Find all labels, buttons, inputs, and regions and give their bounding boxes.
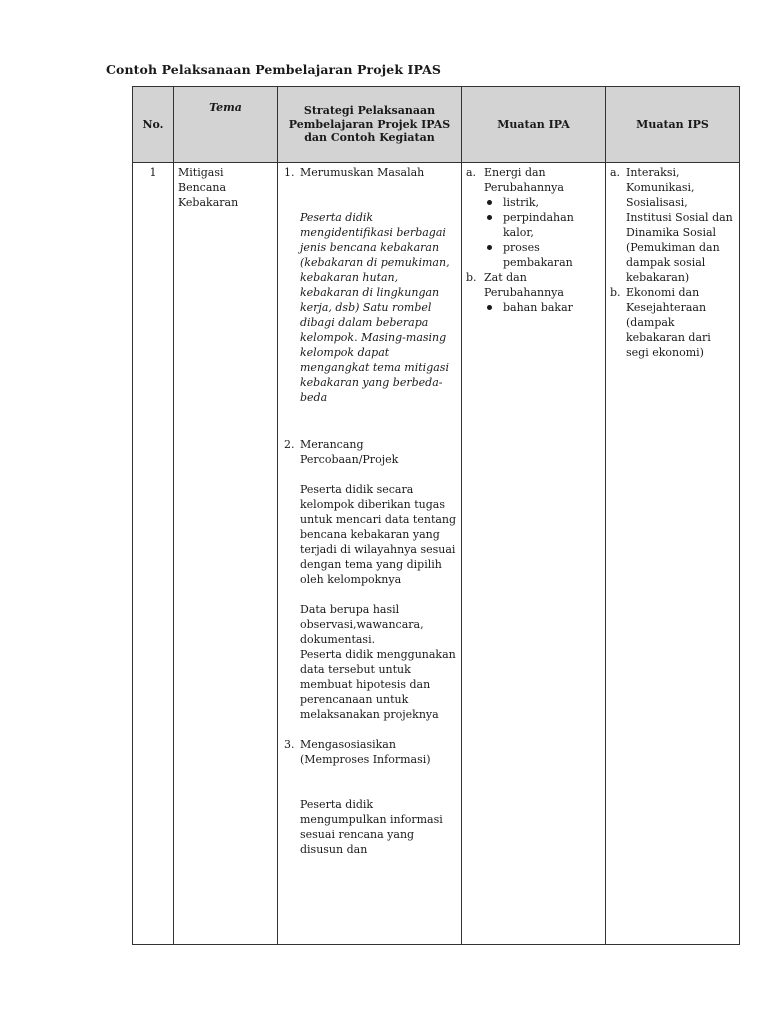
step-1-number: 1.: [284, 166, 295, 179]
cell-tema: Mitigasi Bencana Kebakaran: [174, 163, 278, 945]
step-2-number: 2.: [284, 438, 295, 451]
list-item: proses pembakaran: [466, 240, 601, 270]
cell-muatan-ipa: [462, 163, 606, 945]
header-ipa: Muatan IPA: [462, 87, 606, 163]
step-1-description: Peserta didik mengidentifikasi berbagai jenis bencana kebakaran (kebakaran di pemukiman, kebakaran hutan, kebakaran di lingkungan kerja, dsb) Satu rombel dibagi dalam beberapa kelompok. Masing-masing kelompok dapat mengangkat tema mitigasi kebakaran yang berbeda-beda: [300, 211, 450, 404]
list-item: listrik,: [466, 195, 601, 210]
step-2-title: Merancang Percobaan/Projek: [300, 438, 399, 466]
header-strategi: Strategi Pelaksanaan Pembelajaran Projek IPAS dan Contoh Kegiatan: [278, 87, 462, 163]
ips-item-a-label: Interaksi, Komunikasi, Sosialisasi, Institusi Sosial dan Dinamika Sosial: [626, 166, 733, 239]
header-no: No.: [133, 87, 174, 163]
ips-item-b-marker: b.: [610, 286, 621, 299]
project-plan-table: [132, 86, 740, 945]
step-3-title: Mengasosiasikan (Memproses Informasi): [300, 738, 431, 766]
table-row: [133, 163, 740, 945]
list-item: bahan bakar: [466, 300, 601, 315]
ips-item-b-note: (dampak kebakaran dari segi ekonomi): [626, 316, 711, 359]
step-2-description-3: Peserta didik menggunakan data tersebut untuk membuat hipotesis dan perencanaan untuk melaksanakan projeknya: [300, 648, 456, 721]
step-3-description: Peserta didik mengumpulkan informasi sesuai rencana yang disusun dan: [300, 798, 443, 856]
step-2: [282, 437, 457, 467]
step-3-number: 3.: [284, 738, 295, 751]
ipa-item-b: [466, 270, 601, 300]
step-1-title: Merumuskan Masalah: [300, 166, 425, 179]
ips-item-a: [610, 165, 735, 285]
step-3: [282, 737, 457, 767]
ips-item-b-label: Ekonomi dan Kesejahteraan: [626, 286, 707, 314]
ips-item-a-marker: a.: [610, 166, 621, 179]
ipa-item-b-label: Zat dan Perubahannya: [484, 271, 564, 299]
list-item: perpindahan kalor,: [466, 210, 601, 240]
step-2-description-1: Peserta didik secara kelompok diberikan tugas untuk mencari data tentang bencana kebakaran yang terjadi di wilayahnya sesuai dengan tema yang dipilih oleh kelompoknya: [300, 483, 457, 586]
cell-muatan-ips: [606, 163, 740, 945]
ipa-item-b-marker: b.: [466, 271, 477, 284]
header-ips: Muatan IPS: [606, 87, 740, 163]
step-2-description-2: Data berupa hasil observasi,wawancara, dokumentasi.: [300, 603, 424, 646]
table-header-row: [133, 87, 740, 163]
step-1: [282, 165, 457, 180]
cell-strategi: [278, 163, 462, 945]
ipa-item-a: [466, 165, 601, 195]
ipa-item-a-marker: a.: [466, 166, 477, 179]
ipa-item-b-bullets: [466, 300, 601, 315]
ipa-item-a-label: Energi dan Perubahannya: [484, 166, 564, 194]
ips-item-a-note: (Pemukiman dan dampak sosial kebakaran): [626, 241, 720, 284]
document-title: Contoh Pelaksanaan Pembelajaran Projek IPAS: [106, 62, 442, 77]
header-tema: Tema: [174, 87, 278, 163]
ips-item-b: [610, 285, 735, 360]
ipa-item-a-bullets: [466, 195, 601, 270]
cell-no: 1: [133, 163, 174, 945]
